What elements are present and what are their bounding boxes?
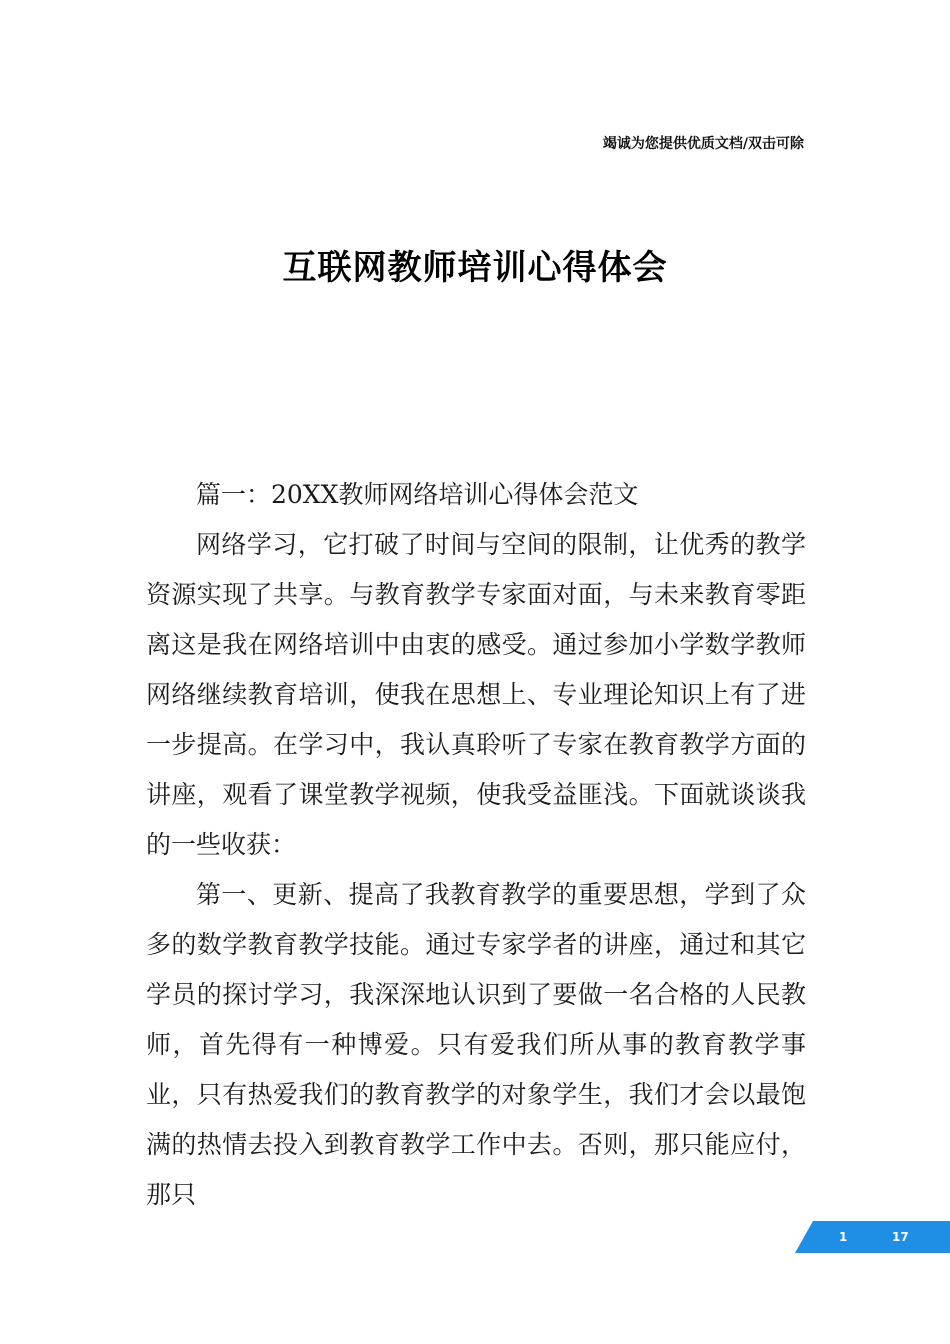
page-badge-shape <box>795 1221 950 1253</box>
section-heading: 篇一：20XX教师网络培训心得体会范文 <box>196 480 639 509</box>
header-note: 竭诚为您提供优质文档/双击可除 <box>602 136 804 152</box>
document-title: 互联网教师培训心得体会 <box>282 248 668 288</box>
body-paragraph: 第一、更新、提高了我教育教学的重要思想，学到了众多的数学教育教学技能。通过专家学者的讲座，通过和其它学员的探讨学习，我深深地认识到了要做一名合格的人民教师，首先得有一种博爱。只有爱我们所从事的教育教学事业，只有热爱我们的教育教学的对象学生，我们才会以最饱满的热情去投入到教育教学工作中去。否则，那只能应付，那只 <box>146 880 806 1209</box>
page-indicator <box>795 1221 950 1253</box>
document-body <box>146 470 806 1220</box>
body-paragraph: 网络学习，它打破了时间与空间的限制，让优秀的教学资源实现了共享。与教育教学专家面对面，与未来教育零距离这是我在网络培训中由衷的感受。通过参加小学数学教师网络继续教育培训，使我在思想上、专业理论知识上有了进一步提高。在学习中，我认真聆听了专家在教育教学方面的讲座，观看了课堂教学视频，使我受益匪浅。下面就谈谈我的一些收获： <box>146 530 806 859</box>
page-number: 1 <box>839 1230 848 1244</box>
page-total: 17 <box>892 1230 909 1244</box>
